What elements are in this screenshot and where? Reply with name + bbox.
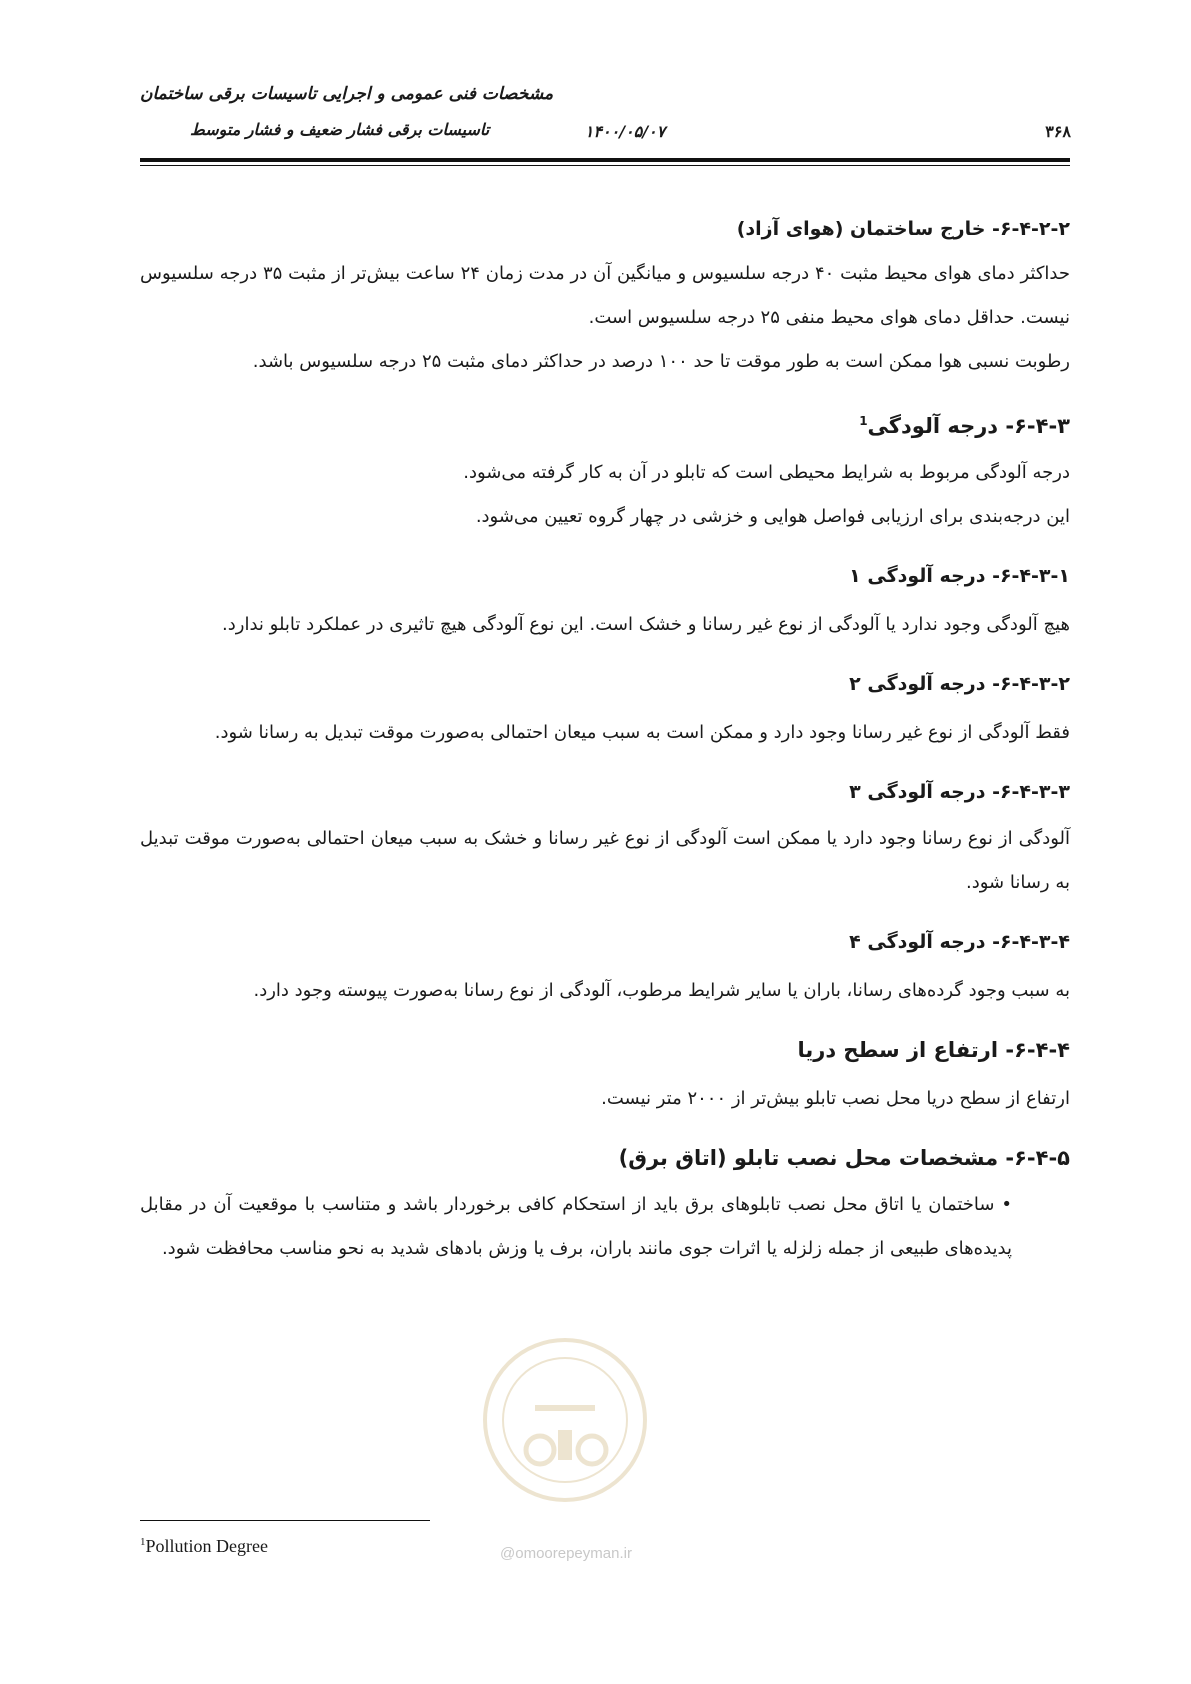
bullet-list <box>140 1183 1070 1271</box>
section-heading: ۶-۴-۳-۳- درجه آلودگی ۳ <box>849 781 1070 803</box>
document-title: مشخصات فنی عمومی و اجرایی تاسیسات برقی ساختمان <box>140 84 554 104</box>
watermark-text: @omoorepeyman.ir <box>500 1545 632 1562</box>
header-rule-thin <box>140 165 1070 166</box>
footnote-rule <box>140 1520 430 1521</box>
header-rule-thick <box>140 158 1070 162</box>
paragraph: هیچ آلودگی وجود ندارد یا آلودگی از نوع غیر رسانا و خشک است. این نوع آلودگی هیچ تاثیری در عملکرد تابلو ندارد. <box>222 614 1070 635</box>
section-heading: ۶-۴-۳-۴- درجه آلودگی ۴ <box>849 931 1070 953</box>
page-body <box>140 214 1070 1271</box>
list-item: • ساختمان یا اتاق محل نصب تابلوهای برق باید از استحکام کافی برخوردار باشد و متناسب با موقعیت آن در مقابل پدیده‌های طبیعی از جمله زلزله یا اثرات جوی مانند باران، برف یا وزش بادهای شدید به نحو مناسب محافظت شود. <box>140 1194 1012 1259</box>
footnote-number: 1 <box>140 1536 146 1548</box>
page-number: ۳۶۸ <box>1045 122 1071 141</box>
paragraph: آلودگی از نوع رسانا وجود دارد یا ممکن است آلودگی از نوع غیر رسانا و خشک به سبب میعان احتمالی به‌صورت موقت تبدیل به رسانا شود. <box>140 828 1070 893</box>
paragraph: این درجه‌بندی برای ارزیابی فواصل هوایی و خزشی در چهار گروه تعیین می‌شود. <box>475 506 1070 527</box>
footnote <box>140 1536 268 1557</box>
section-heading: ۶-۴-۲-۲- خارج ساختمان (هوای آزاد) <box>736 218 1070 240</box>
section-heading: ۶-۴-۵- مشخصات محل نصب تابلو (اتاق برق) <box>618 1146 1070 1170</box>
paragraph: فقط آلودگی از نوع غیر رسانا وجود دارد و ممکن است به سبب میعان احتمالی به‌صورت موقت تبدیل به رسانا شود. <box>214 722 1070 743</box>
seal-graphic <box>480 1335 650 1505</box>
paragraph: رطوبت نسبی هوا ممکن است به طور موقت تا حد ۱۰۰ درصد در حداکثر دمای مثبت ۲۵ درجه سلسیوس باشد. <box>252 351 1070 372</box>
section-heading <box>140 406 1070 441</box>
footnote-ref: 1 <box>859 414 868 428</box>
document-subtitle: تاسیسات برقی فشار ضعیف و فشار متوسط <box>190 120 490 139</box>
paragraph: ارتفاع از سطح دریا محل نصب تابلو بیش‌تر از ۲۰۰۰ متر نیست. <box>601 1088 1070 1109</box>
paragraph: حداکثر دمای هوای محیط مثبت ۴۰ درجه سلسیوس و میانگین آن در مدت زمان ۲۴ ساعت بیش‌تر از مثبت ۳۵ درجه سلسیوس نیست. حداقل دمای هوای محیط منفی ۲۵ درجه سلسیوس است. <box>140 263 1071 328</box>
paragraph: به سبب وجود گرده‌های رسانا، باران یا سایر شرایط مرطوب، آلودگی از نوع رسانا به‌صورت پیوسته وجود دارد. <box>253 980 1070 1001</box>
section-heading: ۶-۴-۳-۱- درجه آلودگی ۱ <box>849 565 1070 587</box>
document-date: ۱۴۰۰/۰۵/۰۷ <box>584 122 666 141</box>
section-heading: ۶-۴-۳-۲- درجه آلودگی ۲ <box>849 673 1070 695</box>
section-heading: ۶-۴-۴- ارتفاع از سطح دریا <box>797 1038 1070 1062</box>
watermark-seal <box>480 1335 650 1505</box>
paragraph: درجه آلودگی مربوط به شرایط محیطی است که تابلو در آن به کار گرفته می‌شود. <box>463 462 1070 483</box>
footnote-text: Pollution Degree <box>145 1536 268 1556</box>
section-heading-text: ۶-۴-۳- درجه آلودگی <box>867 414 1070 438</box>
